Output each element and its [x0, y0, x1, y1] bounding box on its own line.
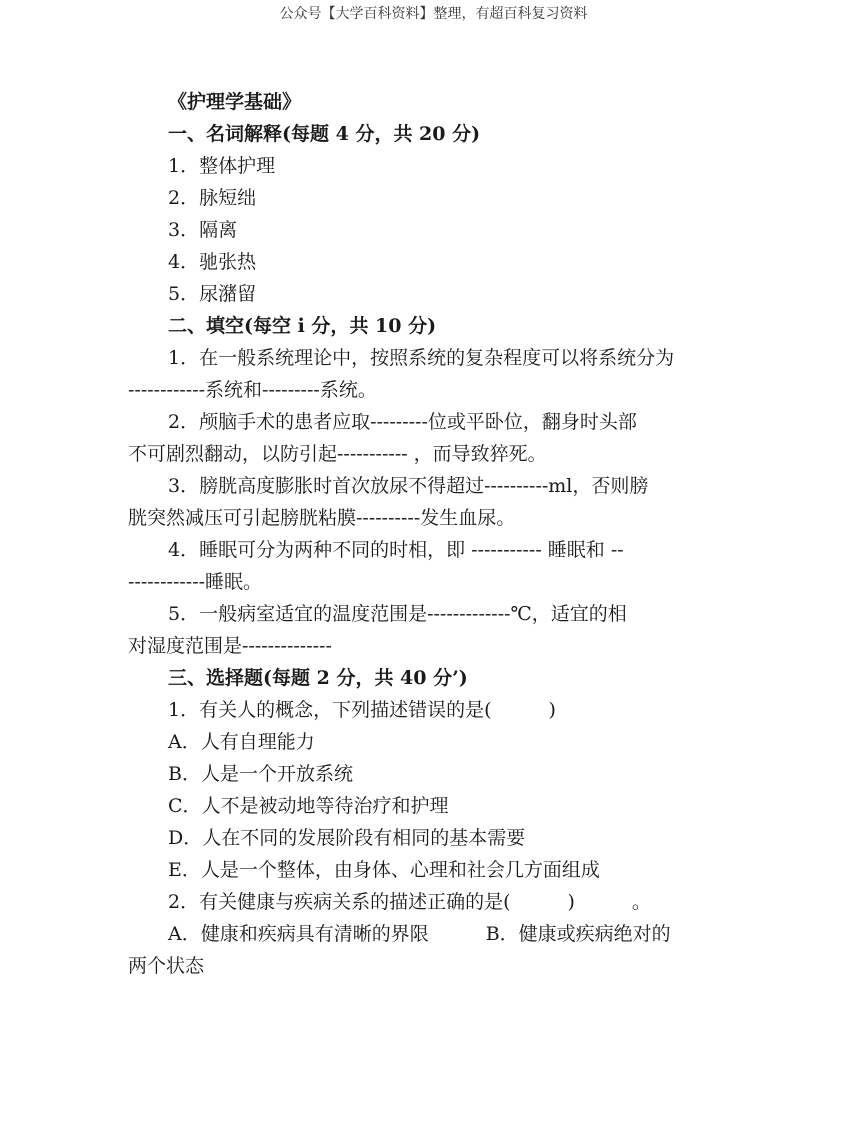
section2-heading: 二、填空(每空 i 分，共 10 分) — [168, 315, 437, 337]
fill-q4-line2: ------------睡眠。 — [128, 571, 263, 593]
section3-heading: 三、选择题(每题 2 分，共 40 分’) — [168, 667, 468, 689]
document-body — [128, 86, 732, 982]
fill-q3-line1: 3．膀胱高度膨胀时首次放尿不得超过----------ml，否则膀 — [168, 475, 649, 497]
choice-q1-option: B．人是一个开放系统 — [168, 763, 353, 785]
document-title: 《护理学基础》 — [168, 91, 302, 113]
choice-q2-options-line2: 两个状态 — [128, 955, 205, 977]
choice-q2-options-line1: A．健康和疾病具有清晰的界限 B．健康或疾病绝对的 — [168, 923, 671, 945]
fill-q4-line1: 4．睡眠可分为两种不同的时相，即 ----------- 睡眠和 -- — [168, 539, 624, 561]
fill-q5-line2: 对湿度范围是-------------- — [128, 635, 332, 657]
section1-heading: 一、名词解释(每题 4 分，共 20 分) — [168, 123, 481, 145]
choice-q1-option: D．人在不同的发展阶段有相同的基本需要 — [168, 827, 526, 849]
choice-q1: 1．有关人的概念，下列描述错误的是( ) — [168, 699, 556, 721]
choice-q2: 2．有关健康与疾病关系的描述正确的是( ) 。 — [168, 891, 651, 913]
fill-q1-line2: ------------系统和---------系统。 — [128, 379, 377, 401]
fill-q2-line1: 2．颅脑手术的患者应取---------位或平卧位，翻身时头部 — [168, 411, 637, 433]
fill-q2-line2: 不可剧烈翻动，以防引起----------- ，而导致猝死。 — [128, 443, 547, 465]
fill-q5-line1: 5．一般病室适宜的温度范围是-------------℃，适宜的相 — [168, 603, 627, 625]
choice-q1-option: C．人不是被动地等待治疗和护理 — [168, 795, 449, 817]
choice-q1-option: E．人是一个整体，由身体、心理和社会几方面组成 — [168, 859, 600, 881]
fill-q1-line1: 1．在一般系统理论中，按照系统的复杂程度可以将系统分为 — [168, 347, 675, 369]
section1-item: 5．尿潴留 — [168, 283, 257, 305]
fill-q3-line2: 胱突然减压可引起膀胱粘膜----------发生血尿。 — [128, 507, 516, 529]
section1-item: 2．脉短绌 — [168, 187, 257, 209]
section1-item: 1．整体护理 — [168, 155, 276, 177]
section1-item: 4．驰张热 — [168, 251, 257, 273]
section1-item: 3．隔离 — [168, 219, 238, 241]
page-header: 公众号【大学百科资料】整理，有超百科复习资料 — [279, 6, 588, 22]
choice-q1-option: A．人有自理能力 — [168, 731, 315, 753]
